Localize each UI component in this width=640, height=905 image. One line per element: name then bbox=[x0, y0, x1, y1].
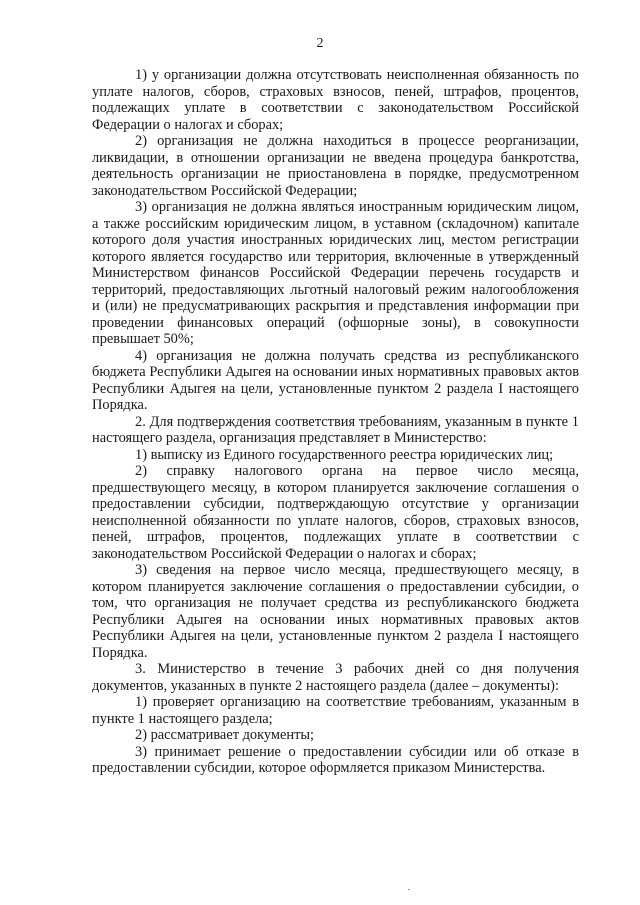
paragraph-requirement-4: 4) организация не должна получать средства из республиканского бюджета Республики Адыгея на основании иных нормативных правовых актов Республики Адыгея на цели, установленные пунктом 2 раздела I настоящего Порядка. bbox=[92, 347, 579, 413]
paragraph-document-2: 2) справку налогового органа на первое число месяца, предшествующего месяцу, в котором планируется заключение соглашения о предоставлении субсидии, подтверждающую отсутствие у организации неисполненной обязанности по уплате налогов, сборов, страховых взносов, пеней, штрафов, процентов, подлежащих уплате в соответствии с законодательством Российской Федерации о налогах и сборах; bbox=[92, 463, 579, 562]
paragraph-section-3: 3. Министерство в течение 3 рабочих дней со дня получения документов, указанных в пункте 2 настоящего раздела (далее – документы): bbox=[92, 661, 579, 694]
paragraph-section-2: 2. Для подтверждения соответствия требованиям, указанным в пункте 1 настоящего раздела, организация представляет в Министерство: bbox=[92, 413, 579, 446]
paragraph-document-3: 3) сведения на первое число месяца, предшествующего месяцу, в котором планируется заключение соглашения о предоставлении субсидии, о том, что организация не получает средства из республиканского бюджета Республики Адыгея на основании иных нормативных правовых актов Республики Адыгея на цели, установленные пунктом 2 раздела I настоящего Порядка. bbox=[92, 562, 579, 661]
page-number: 2 bbox=[316, 36, 324, 51]
paragraph-action-3: 3) принимает решение о предоставлении субсидии или об отказе в предоставлении субсидии, которое оформляется приказом Министерства. bbox=[92, 743, 579, 776]
paragraph-document-1: 1) выписку из Единого государственного реестра юридических лиц; bbox=[135, 446, 554, 463]
paragraph-action-1: 1) проверяет организацию на соответствие требованиям, указанным в пункте 1 настоящего раздела; bbox=[92, 694, 579, 727]
paragraph-action-2: 2) рассматривает документы; bbox=[135, 727, 315, 743]
document-body bbox=[92, 67, 579, 777]
paragraph-requirement-1: 1) у организации должна отсутствовать неисполненная обязанность по уплате налогов, сборов, страховых взносов, пеней, штрафов, процентов, подлежащих уплате в соответствии с законодательством Российской Федерации о налогах и сборах; bbox=[92, 67, 579, 133]
scan-speck bbox=[408, 889, 410, 890]
paragraph-requirement-2: 2) организация не должна находиться в процессе реорганизации, ликвидации, в отношении организации не введена процедура банкротства, деятельность организации не приостановлена в порядке, предусмотренном законодательством Российской Федерации; bbox=[92, 133, 579, 199]
paragraph-requirement-3: 3) организация не должна являться иностранным юридическим лицом, а также российским юридическим лицом, в уставном (складочном) капитале которого доля участия иностранных юридических лиц, местом регистрации которого является государство или территория, включенные в утвержденный Министерством финансов Российской Федерации перечень государств и территорий, предоставляющих льготный налоговый режим налогообложения и (или) не предусматривающих раскрытия и представления информации при проведении финансовых операций (офшорные зоны), в совокупности превышает 50%; bbox=[92, 199, 579, 347]
